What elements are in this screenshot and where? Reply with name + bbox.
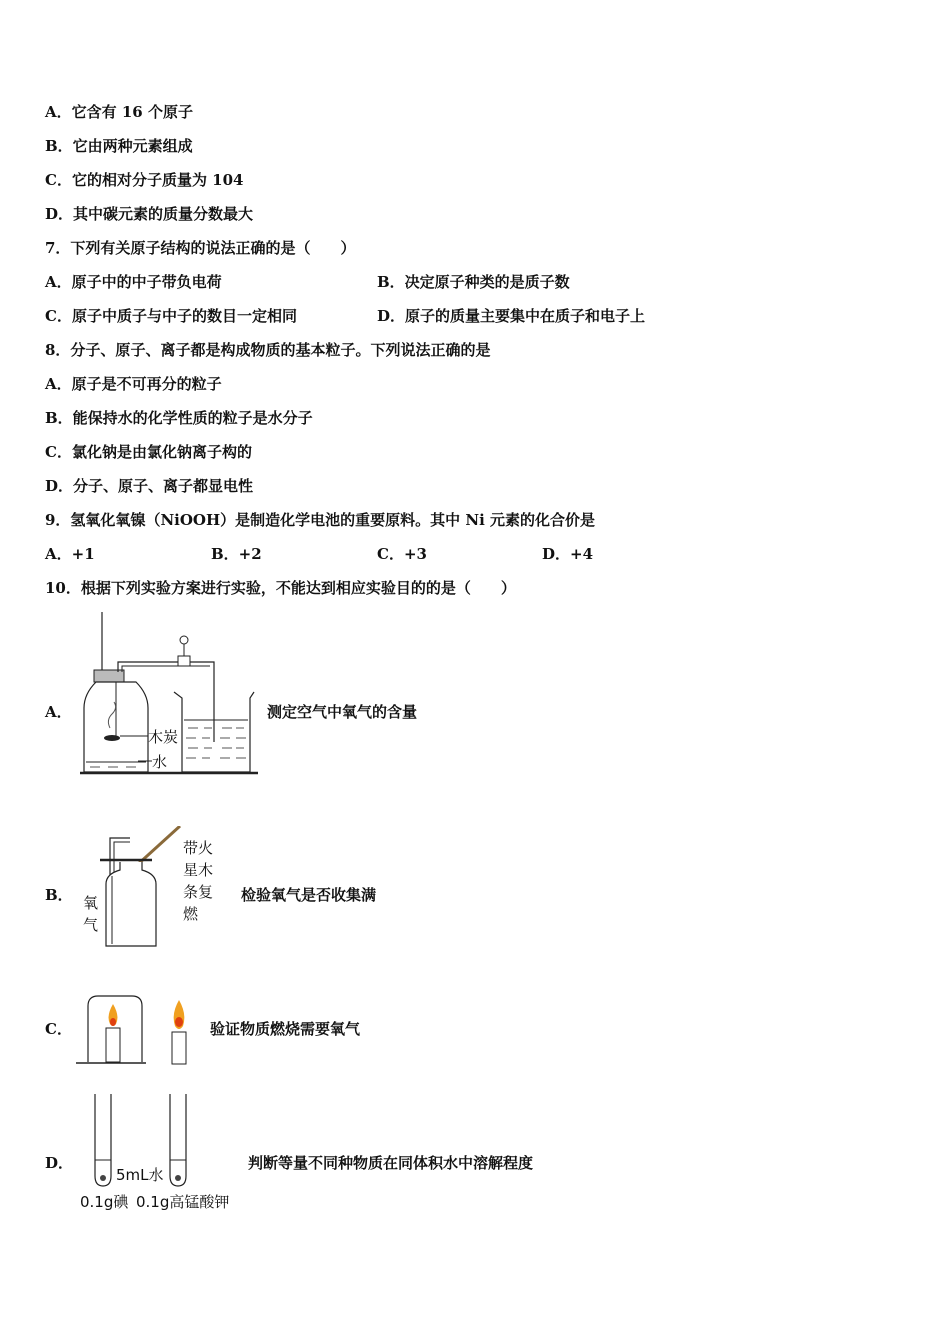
label-water-a: 水 xyxy=(152,753,168,771)
q7-option-c: C．原子中质子与中子的数目一定相同 xyxy=(45,307,297,325)
apparatus-d-figure xyxy=(78,1090,238,1214)
label-iodine: 0.1g碘 xyxy=(80,1193,129,1211)
q9-option-a: A．+1 xyxy=(45,545,95,563)
q9-option-d: D．+4 xyxy=(542,545,594,563)
label-water-d: 5mL水 xyxy=(116,1166,164,1184)
q10-option-c-letter: C． xyxy=(45,1020,72,1038)
q10-option-b-caption: 检验氧气是否收集满 xyxy=(241,886,377,904)
q10-option-d-caption: 判断等量不同种物质在同体积水中溶解程度 xyxy=(248,1154,534,1172)
label-permanganate: 0.1g高锰酸钾 xyxy=(136,1193,230,1211)
q7-option-a: A．原子中的中子带负电荷 xyxy=(45,273,222,291)
label-oxygen-2: 气 xyxy=(83,916,99,934)
q10-option-d-letter: D． xyxy=(45,1154,74,1172)
label-charcoal: 木炭 xyxy=(148,728,179,746)
label-stick-2: 星木 xyxy=(183,861,214,879)
q10-option-c-caption: 验证物质燃烧需要氧气 xyxy=(210,1020,361,1038)
q7-stem: 7．下列有关原子结构的说法正确的是（ ） xyxy=(45,239,356,257)
label-stick-3: 条复 xyxy=(183,883,214,901)
label-stick-4: 燃 xyxy=(183,905,199,923)
q10-option-a-caption: 测定空气中氧气的含量 xyxy=(267,703,418,721)
label-stick-1: 带火 xyxy=(183,839,214,857)
q6-option-a: A．它含有 16 个原子 xyxy=(45,103,193,121)
apparatus-a-figure xyxy=(78,612,260,777)
q8-option-b: B．能保持水的化学性质的粒子是水分子 xyxy=(45,409,313,427)
q7-option-d: D．原子的质量主要集中在质子和电子上 xyxy=(377,307,646,325)
q8-stem: 8．分子、原子、离子都是构成物质的基本粒子。下列说法正确的是 xyxy=(45,341,491,359)
q8-option-d: D．分子、原子、离子都显电性 xyxy=(45,477,254,495)
q10-option-b-letter: B． xyxy=(45,886,73,904)
q10-stem: 10．根据下列实验方案进行实验，不能达到相应实验目的的是（ ） xyxy=(45,579,516,597)
q8-option-c: C．氯化钠是由氯化钠离子构的 xyxy=(45,443,252,461)
apparatus-c-figure xyxy=(72,990,202,1068)
q6-option-d: D．其中碳元素的质量分数最大 xyxy=(45,205,254,223)
q10-option-a-letter: A． xyxy=(45,703,72,721)
q9-option-b: B．+2 xyxy=(211,545,262,563)
label-oxygen-1: 氧 xyxy=(83,894,99,912)
q6-option-b: B．它由两种元素组成 xyxy=(45,137,193,155)
apparatus-b-figure xyxy=(80,826,225,951)
q9-option-c: C．+3 xyxy=(377,545,427,563)
q9-stem: 9．氢氧化氧镍（NiOOH）是制造化学电池的重要原料。其中 Ni 元素的化合价是 xyxy=(45,511,596,529)
q7-option-b: B．决定原子种类的是质子数 xyxy=(377,273,570,291)
q6-option-c: C．它的相对分子质量为 104 xyxy=(45,171,244,189)
q8-option-a: A．原子是不可再分的粒子 xyxy=(45,375,222,393)
